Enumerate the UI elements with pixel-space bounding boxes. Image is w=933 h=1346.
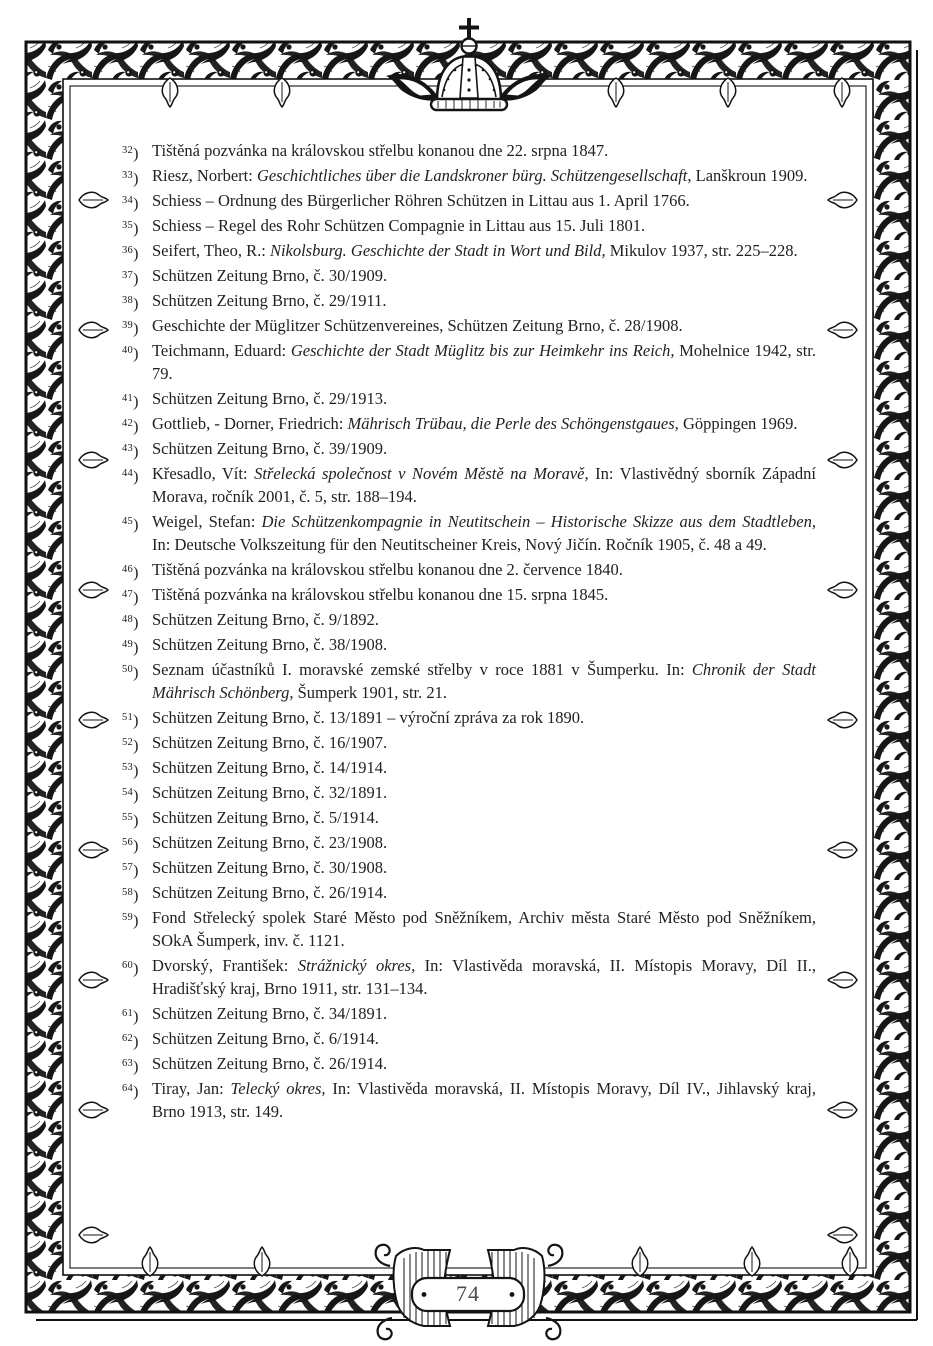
endnote-number: $^{42}$) — [122, 418, 139, 436]
endnote-60 — [122, 954, 816, 1000]
endnote-number: $^{41}$) — [122, 393, 139, 411]
endnote-text: Schützen Zeitung Brno, č. 13/1891 – výroční zpráva za rok 1890. — [152, 708, 585, 727]
endnote-62 — [122, 1027, 816, 1050]
endnote-number: $^{58}$) — [122, 887, 139, 905]
endnote-number: $^{53}$) — [122, 762, 139, 780]
endnote-text: Tištěná pozvánka na královskou střelbu konanou dne 15. srpna 1845. — [152, 585, 609, 604]
endnotes-list — [122, 139, 816, 1125]
endnote-text: Schützen Zeitung Brno, č. 39/1909. — [152, 439, 388, 458]
endnote-43 — [122, 437, 816, 460]
endnote-number: $^{39}$) — [122, 320, 139, 338]
endnote-36 — [122, 239, 816, 262]
endnote-number: $^{44}$) — [122, 468, 139, 486]
endnote-number: $^{64}$) — [122, 1083, 139, 1101]
endnote-49 — [122, 633, 816, 656]
endnote-56 — [122, 831, 816, 854]
endnote-text: Seifert, Theo, R.: Nikolsburg. Geschichte der Stadt in Wort und Bild, Mikulov 1937, str. 225–228. — [152, 241, 798, 260]
endnote-48 — [122, 608, 816, 631]
endnote-text: Tiray, Jan: Telecký okres, In: Vlastivěda moravská, II. Místopis Moravy, Díl IV., Jihlavský kraj, Brno 1913, str. 149. — [152, 1079, 816, 1121]
endnote-text: Schiess – Regel des Rohr Schützen Compagnie in Littau aus 15. Juli 1801. — [152, 216, 646, 235]
endnote-number: $^{61}$) — [122, 1008, 139, 1026]
endnote-text: Dvorský, František: Strážnický okres, In: Vlastivěda moravská, II. Místopis Moravy, Díl II., Hradišťský kraj, Brno 1911, str. 131–134. — [152, 956, 817, 998]
endnote-number: $^{52}$) — [122, 737, 139, 755]
endnote-54 — [122, 781, 816, 804]
endnote-text: Teichmann, Eduard: Geschichte der Stadt Müglitz bis zur Heimkehr ins Reich, Mohelnice 1942, str. 79. — [152, 341, 817, 383]
endnote-number: $^{40}$) — [122, 345, 139, 363]
endnote-40 — [122, 339, 816, 385]
endnote-text: Schützen Zeitung Brno, č. 14/1914. — [152, 758, 388, 777]
endnote-number: $^{62}$) — [122, 1033, 139, 1051]
endnote-number: $^{38}$) — [122, 295, 139, 313]
endnote-42 — [122, 412, 816, 435]
endnote-text: Riesz, Norbert: Geschichtliches über die Landskroner bürg. Schützengesellschaft, Lanškroun 1909. — [152, 166, 808, 185]
endnote-47 — [122, 583, 816, 606]
endnote-text: Tištěná pozvánka na královskou střelbu konanou dne 22. srpna 1847. — [152, 141, 609, 160]
endnote-number: $^{33}$) — [122, 170, 139, 188]
endnote-51 — [122, 706, 816, 729]
endnote-number: $^{37}$) — [122, 270, 139, 288]
endnote-text: Schützen Zeitung Brno, č. 26/1914. — [152, 883, 388, 902]
endnote-number: $^{63}$) — [122, 1058, 139, 1076]
page-number: 74 — [456, 1281, 480, 1306]
endnote-text: Schützen Zeitung Brno, č. 5/1914. — [152, 808, 379, 827]
endnote-55 — [122, 806, 816, 829]
endnote-61 — [122, 1002, 816, 1025]
endnote-number: $^{47}$) — [122, 589, 139, 607]
endnote-number: $^{36}$) — [122, 245, 139, 263]
endnote-number: $^{35}$) — [122, 220, 139, 238]
endnote-text: Schützen Zeitung Brno, č. 34/1891. — [152, 1004, 388, 1023]
endnote-58 — [122, 881, 816, 904]
endnote-number: $^{34}$) — [122, 195, 139, 213]
endnote-32 — [122, 139, 816, 162]
endnote-number: $^{32}$) — [122, 145, 139, 163]
endnote-59 — [122, 906, 816, 952]
endnote-text: Schützen Zeitung Brno, č. 6/1914. — [152, 1029, 379, 1048]
endnote-text: Schützen Zeitung Brno, č. 30/1908. — [152, 858, 388, 877]
endnote-text: Tištěná pozvánka na královskou střelbu konanou dne 2. července 1840. — [152, 560, 623, 579]
endnote-text: Schützen Zeitung Brno, č. 38/1908. — [152, 635, 388, 654]
endnote-text: Schützen Zeitung Brno, č. 30/1909. — [152, 266, 388, 285]
endnote-57 — [122, 856, 816, 879]
endnote-46 — [122, 558, 816, 581]
endnote-text: Weigel, Stefan: Die Schützenkompagnie in Neutitschein – Historische Skizze aus dem Stadtleben, In: Deutsche Volkszeitung für den Neutitscheiner Kreis, Nový Jičín. Ročník 1905, č. 48 a 49. — [152, 512, 817, 554]
endnote-number: $^{60}$) — [122, 960, 139, 978]
endnote-text: Seznam účastníků I. moravské zemské střelby v roce 1881 v Šumperku. In: Chronik der Stadt Mährisch Schönberg, Šumperk 1901, str. 21. — [152, 660, 816, 702]
endnote-text: Schützen Zeitung Brno, č. 23/1908. — [152, 833, 388, 852]
endnote-50 — [122, 658, 816, 704]
endnote-number: $^{57}$) — [122, 862, 139, 880]
endnote-text: Schützen Zeitung Brno, č. 9/1892. — [152, 610, 379, 629]
endnote-35 — [122, 214, 816, 237]
endnote-text: Schützen Zeitung Brno, č. 32/1891. — [152, 783, 388, 802]
endnote-53 — [122, 756, 816, 779]
endnote-number: $^{51}$) — [122, 712, 139, 730]
endnote-text: Schützen Zeitung Brno, č. 29/1911. — [152, 291, 387, 310]
endnote-33 — [122, 164, 816, 187]
endnote-45 — [122, 510, 816, 556]
endnote-34 — [122, 189, 816, 212]
endnote-number: $^{59}$) — [122, 912, 139, 930]
endnote-number: $^{45}$) — [122, 516, 139, 534]
endnote-text: Geschichte der Müglitzer Schützenvereines, Schützen Zeitung Brno, č. 28/1908. — [152, 316, 683, 335]
endnote-64 — [122, 1077, 816, 1123]
endnote-number: $^{48}$) — [122, 614, 139, 632]
endnote-52 — [122, 731, 816, 754]
endnote-number: $^{49}$) — [122, 639, 139, 657]
endnote-number: $^{46}$) — [122, 564, 139, 582]
endnote-text: Schützen Zeitung Brno, č. 26/1914. — [152, 1054, 388, 1073]
endnote-38 — [122, 289, 816, 312]
endnote-number: $^{54}$) — [122, 787, 139, 805]
endnote-number: $^{50}$) — [122, 664, 139, 682]
endnote-text: Fond Střelecký spolek Staré Město pod Sněžníkem, Archiv města Staré Město pod Sněžníkem, SOkA Šumperk, inv. č. 1121. — [152, 908, 816, 950]
endnote-number: $^{55}$) — [122, 812, 139, 830]
endnote-41 — [122, 387, 816, 410]
endnote-44 — [122, 462, 816, 508]
endnote-text: Schiess – Ordnung des Bürgerlicher Röhren Schützen in Littau aus 1. April 1766. — [152, 191, 690, 210]
endnote-text: Křesadlo, Vít: Střelecká společnost v Novém Městě na Moravě, In: Vlastivědný sborník Západní Morava, ročník 2001, č. 5, str. 188–194. — [152, 464, 816, 506]
endnote-number: $^{43}$) — [122, 443, 139, 461]
endnote-37 — [122, 264, 816, 287]
endnote-39 — [122, 314, 816, 337]
endnote-text: Schützen Zeitung Brno, č. 16/1907. — [152, 733, 388, 752]
endnote-text: Schützen Zeitung Brno, č. 29/1913. — [152, 389, 388, 408]
endnote-63 — [122, 1052, 816, 1075]
endnote-number: $^{56}$) — [122, 837, 139, 855]
endnote-text: Gottlieb, - Dorner, Friedrich: Mährisch Trübau, die Perle des Schöngenstgaues, Göppingen 1969. — [152, 414, 798, 433]
